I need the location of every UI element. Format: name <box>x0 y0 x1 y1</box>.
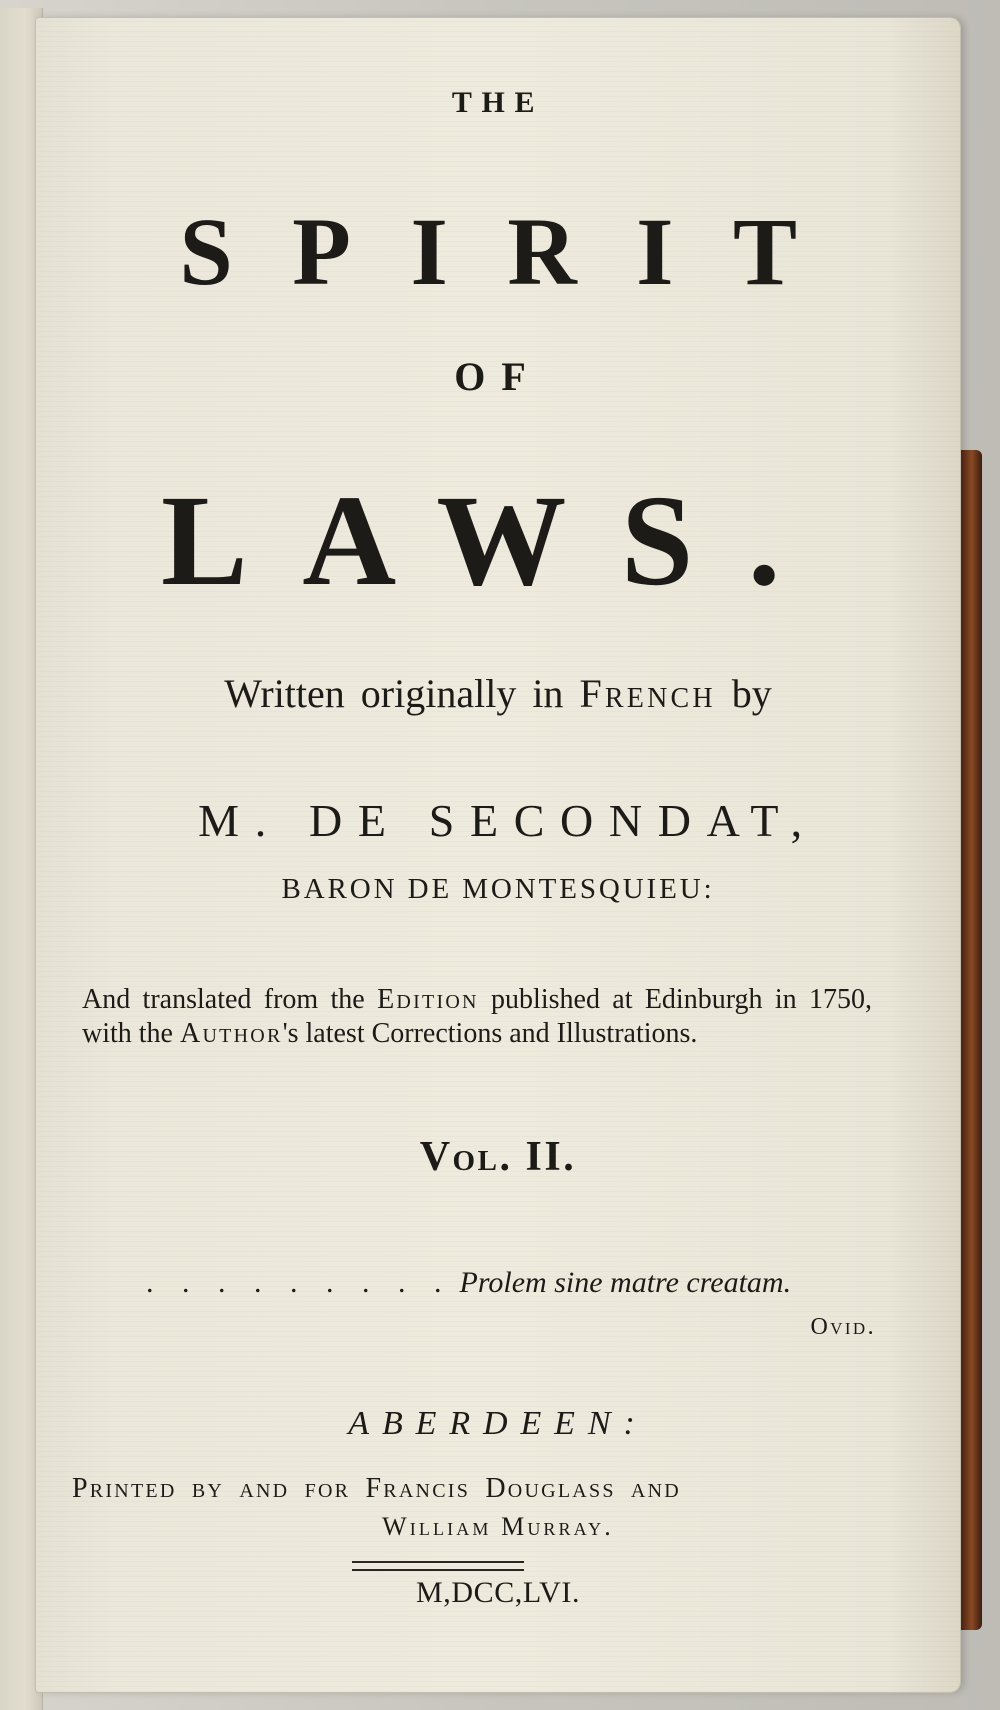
title-page <box>36 18 960 1692</box>
translation-note <box>82 983 872 1051</box>
double-rule <box>352 1561 524 1571</box>
translated-edition: Edition <box>377 984 479 1015</box>
imprint-printer-line-2: William Murray. <box>382 1512 614 1541</box>
epigraph-dots: . . . . . . . . . <box>146 1266 452 1299</box>
epigraph-text: Prolem sine matre creatam. <box>452 1266 792 1299</box>
author-name: M. DE SECONDAT, <box>198 795 818 846</box>
title-of: OF <box>454 354 542 399</box>
imprint-printer-line-1: Printed by and for Francis Douglass and <box>72 1473 681 1504</box>
volume-number: Vol. II. <box>419 1134 577 1180</box>
translated-author: Author <box>180 1018 283 1049</box>
title-spirit: SPIRIT <box>179 198 857 305</box>
epigraph-source: Ovid. <box>810 1314 876 1340</box>
imprint-date: M,DCC,LVI. <box>415 1576 581 1609</box>
written-suffix: by <box>715 671 772 716</box>
translated-part-1: And translated from the <box>82 984 378 1015</box>
translated-part-3: 's latest Corrections and Illustrations. <box>282 1018 698 1049</box>
author-title: BARON DE MONTESQUIEU: <box>281 873 715 905</box>
epigraph <box>146 1266 806 1300</box>
written-originally-line <box>36 670 960 717</box>
title-laws: LAWS. <box>161 469 835 613</box>
written-prefix: Written originally in <box>224 671 580 716</box>
title-the: THE <box>451 86 545 119</box>
written-french: French <box>579 671 716 716</box>
translated-part-2: published at Edinburgh in 1750, with the <box>82 984 872 1049</box>
imprint-city: ABERDEEN: <box>348 1405 648 1442</box>
